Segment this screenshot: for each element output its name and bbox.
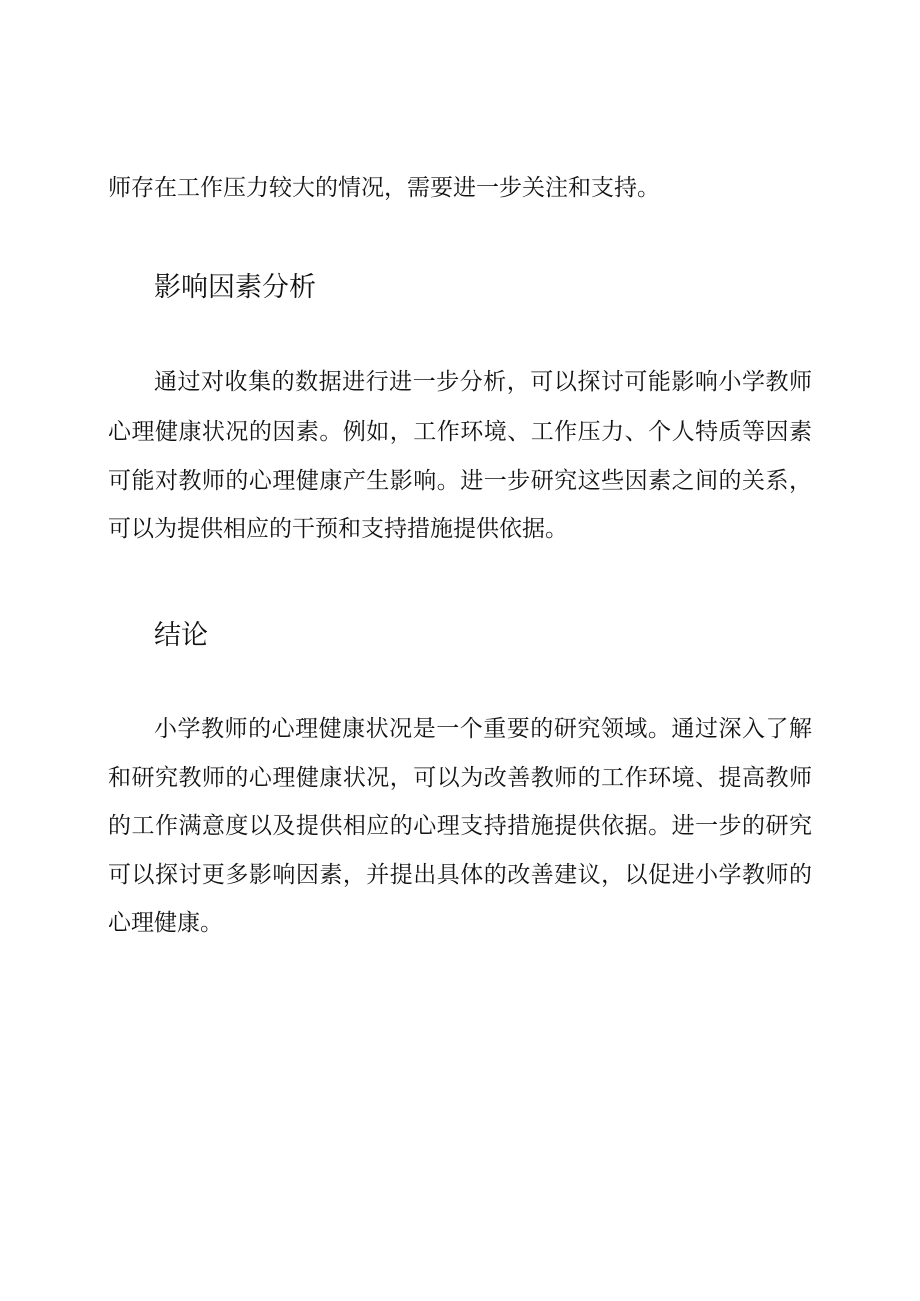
section-heading-factors: 影响因素分析 bbox=[154, 272, 316, 303]
paragraph-line: 的工作满意度以及提供相应的心理支持措施提供依据。进一步的研究 bbox=[108, 813, 812, 839]
intro-tail-line: 师存在工作压力较大的情况，需要进一步关注和支持。 bbox=[108, 175, 660, 201]
paragraph-line: 心理健康。 bbox=[108, 910, 223, 936]
paragraph-line: 可以为提供相应的干预和支持措施提供依据。 bbox=[108, 516, 568, 542]
paragraph-line: 小学教师的心理健康状况是一个重要的研究领域。通过深入了解 bbox=[154, 716, 812, 742]
paragraph-line: 可能对教师的心理健康产生影响。进一步研究这些因素之间的关系， bbox=[108, 468, 812, 494]
paragraph-line: 心理健康状况的因素。例如，工作环境、工作压力、个人特质等因素 bbox=[108, 419, 812, 445]
paragraph-line: 可以探讨更多影响因素，并提出具体的改善建议，以促进小学教师的 bbox=[108, 862, 812, 888]
section-heading-conclusion: 结论 bbox=[154, 620, 208, 651]
paragraph-line: 和研究教师的心理健康状况，可以为改善教师的工作环境、提高教师 bbox=[108, 765, 812, 791]
paragraph-line: 通过对收集的数据进行进一步分析，可以探讨可能影响小学教师 bbox=[154, 369, 812, 395]
